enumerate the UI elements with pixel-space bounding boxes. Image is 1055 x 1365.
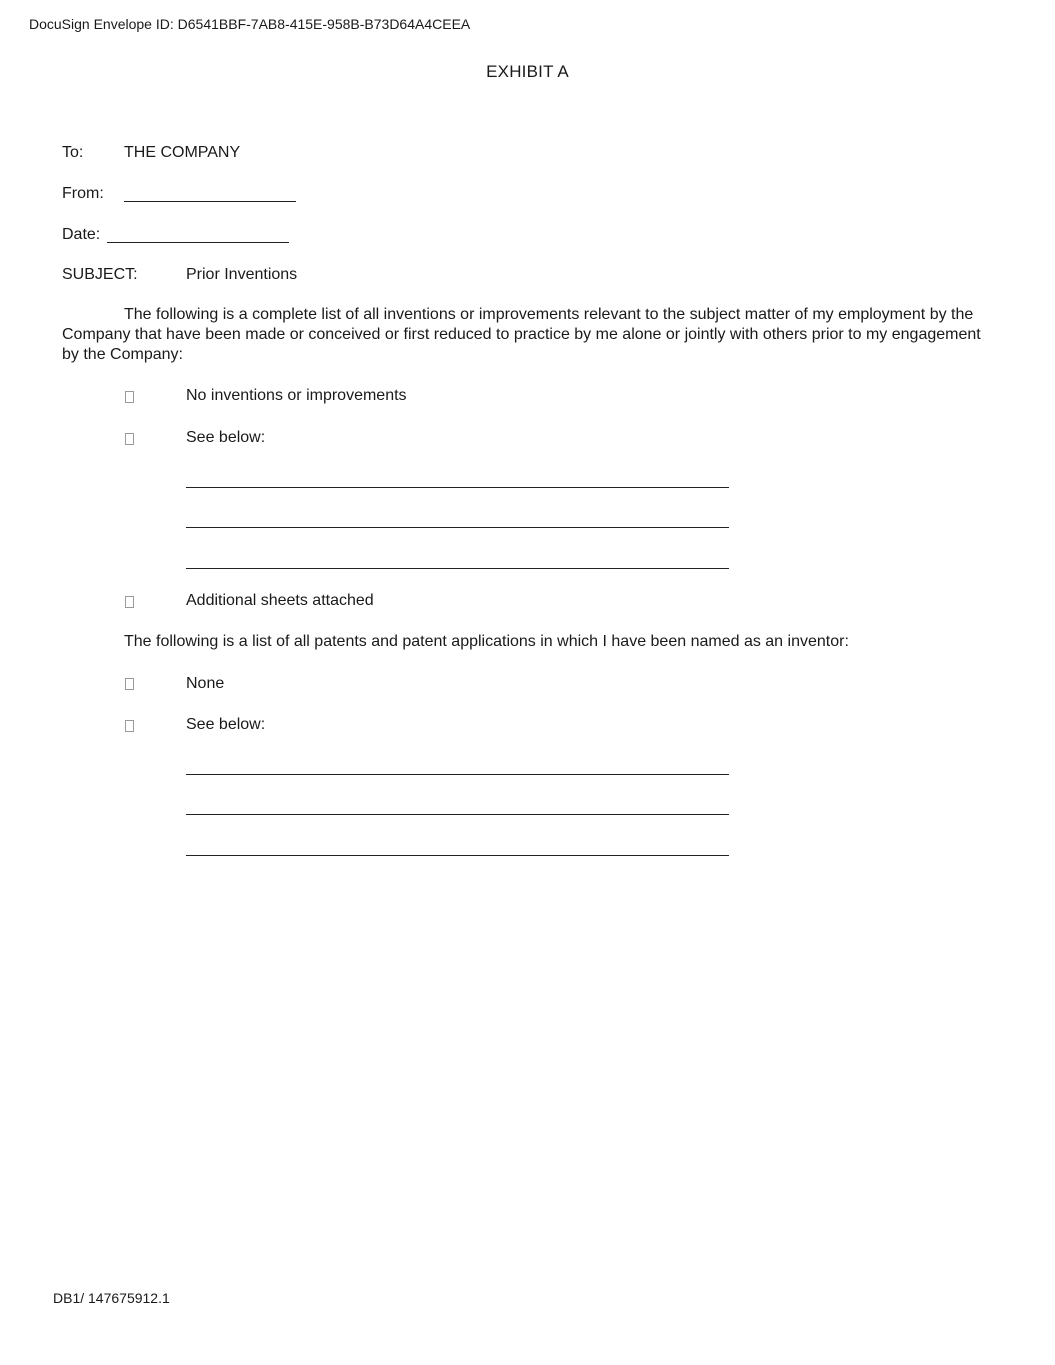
inventions-see-below-label: See below: bbox=[186, 429, 266, 446]
inventions-see-below-checkbox[interactable] bbox=[125, 433, 134, 445]
no-inventions-checkbox[interactable] bbox=[125, 391, 134, 403]
no-inventions-label: No inventions or improvements bbox=[186, 387, 407, 404]
patents-entry-line[interactable] bbox=[186, 814, 729, 815]
docusign-envelope-id: DocuSign Envelope ID: D6541BBF-7AB8-415E-958B-B73D64A4CEEA bbox=[29, 16, 471, 32]
from-field[interactable] bbox=[124, 201, 296, 202]
inventions-entry-line[interactable] bbox=[186, 568, 729, 569]
exhibit-title: EXHIBIT A bbox=[486, 62, 569, 81]
subject-value: Prior Inventions bbox=[186, 266, 298, 283]
patents-see-below-checkbox[interactable] bbox=[125, 720, 134, 732]
inventions-entry-line[interactable] bbox=[186, 487, 729, 488]
patents-none-label: None bbox=[186, 675, 225, 692]
to-value: THE COMPANY bbox=[124, 144, 241, 161]
inventions-entry-line[interactable] bbox=[186, 527, 729, 528]
patents-none-checkbox[interactable] bbox=[125, 678, 134, 690]
from-label: From: bbox=[62, 185, 104, 202]
patents-entry-line[interactable] bbox=[186, 855, 729, 856]
patents-see-below-label: See below: bbox=[186, 716, 266, 733]
date-field[interactable] bbox=[107, 242, 289, 243]
to-label: To: bbox=[62, 144, 84, 161]
date-label: Date: bbox=[62, 226, 101, 243]
patents-paragraph: The following is a list of all patents and patent applications in which I have been named as an inventor: bbox=[124, 633, 849, 650]
footer-doc-id: DB1/ 147675912.1 bbox=[53, 1290, 170, 1306]
additional-sheets-label: Additional sheets attached bbox=[186, 592, 374, 609]
subject-label: SUBJECT: bbox=[62, 266, 138, 283]
additional-sheets-checkbox[interactable] bbox=[125, 596, 134, 608]
intro-paragraph: The following is a complete list of all inventions or improvements relevant to the subject matter of my employment by the Company that have been made or conceived or first reduced to practice by me alone or jointly with others prior to my engagement by the Company: bbox=[62, 306, 981, 363]
patents-entry-line[interactable] bbox=[186, 774, 729, 775]
